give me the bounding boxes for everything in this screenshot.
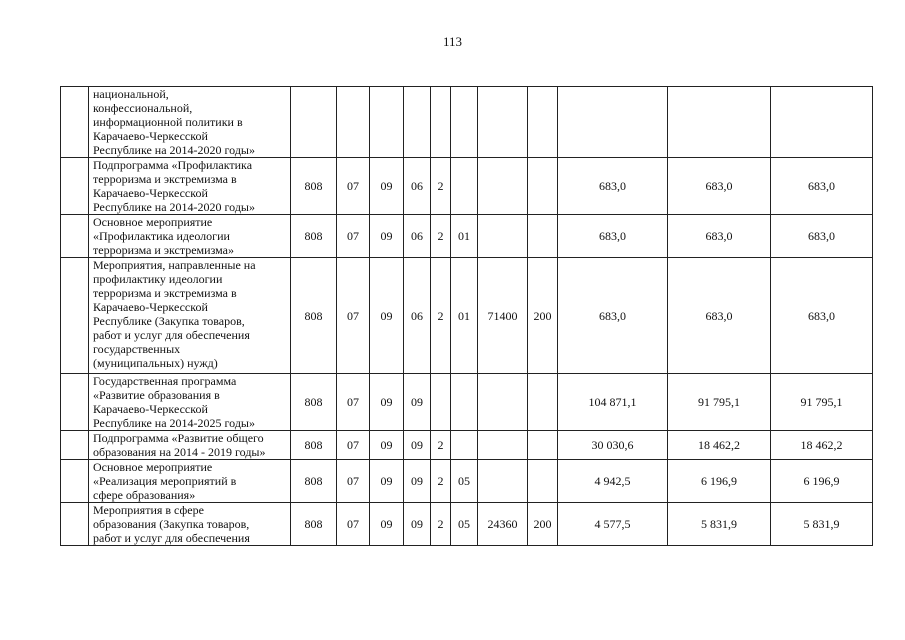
amount-year-1: 683,0 [558,158,668,215]
direction-code: 24360 [478,503,528,546]
program-code: 09 [404,503,431,546]
amount-year-3: 91 795,1 [771,374,873,431]
table-row [61,215,873,258]
amount-year-1: 4 577,5 [558,503,668,546]
table-row [61,374,873,431]
activity-code: 05 [451,460,478,503]
section-code: 07 [337,258,370,374]
program-code: 09 [404,431,431,460]
subsection-code: 09 [370,460,404,503]
expense-type-code [528,374,558,431]
program-code: 09 [404,460,431,503]
dept-code: 808 [291,431,337,460]
amount-year-3: 18 462,2 [771,431,873,460]
amount-year-1 [558,87,668,158]
subsection-code: 09 [370,431,404,460]
subsection-code: 09 [370,258,404,374]
page-number: 113 [442,34,463,49]
amount-year-2: 683,0 [668,258,771,374]
amount-year-1: 30 030,6 [558,431,668,460]
amount-year-3: 683,0 [771,258,873,374]
table-row [61,258,873,374]
dept-code: 808 [291,258,337,374]
subsection-code: 09 [370,158,404,215]
program-code [404,87,431,158]
item-name: Основное мероприятие «Профилактика идеологии терроризма и экстремизма» [89,215,291,258]
amount-year-1: 4 942,5 [558,460,668,503]
direction-code: 71400 [478,258,528,374]
program-code: 06 [404,158,431,215]
table-row [61,431,873,460]
activity-code [451,431,478,460]
section-code: 07 [337,460,370,503]
expense-type-code [528,215,558,258]
amount-year-1: 683,0 [558,258,668,374]
item-name: национальной, конфессиональной, информационной политики в Карачаево-Черкесской Республике на 2014-2020 годы» [89,87,291,158]
activity-code [451,374,478,431]
dept-code: 808 [291,158,337,215]
expense-type-code [528,460,558,503]
amount-year-2: 683,0 [668,158,771,215]
subprogram-code [431,87,451,158]
expense-type-code: 200 [528,503,558,546]
subprogram-code: 2 [431,258,451,374]
amount-year-3 [771,87,873,158]
number-cell [61,258,89,374]
dept-code: 808 [291,374,337,431]
table-row [61,87,873,158]
subprogram-code: 2 [431,158,451,215]
amount-year-2: 6 196,9 [668,460,771,503]
expense-type-code: 200 [528,258,558,374]
budget-table [60,86,873,546]
expense-type-code [528,158,558,215]
number-cell [61,503,89,546]
amount-year-3: 683,0 [771,215,873,258]
amount-year-2: 5 831,9 [668,503,771,546]
section-code: 07 [337,374,370,431]
section-code: 07 [337,215,370,258]
activity-code: 01 [451,215,478,258]
number-cell [61,431,89,460]
item-name: Мероприятия в сфере образования (Закупка товаров, работ и услуг для обеспечения [89,503,291,546]
program-code: 06 [404,258,431,374]
direction-code [478,431,528,460]
subsection-code: 09 [370,374,404,431]
amount-year-2: 683,0 [668,215,771,258]
section-code: 07 [337,158,370,215]
number-cell [61,87,89,158]
direction-code [478,215,528,258]
activity-code: 05 [451,503,478,546]
number-cell [61,374,89,431]
amount-year-3: 6 196,9 [771,460,873,503]
section-code: 07 [337,503,370,546]
table-row [61,158,873,215]
item-name: Подпрограмма «Профилактика терроризма и экстремизма в Карачаево-Черкесской Республике на 2014-2020 годы» [89,158,291,215]
activity-code [451,158,478,215]
table-row [61,503,873,546]
subprogram-code: 2 [431,431,451,460]
dept-code: 808 [291,215,337,258]
amount-year-2 [668,87,771,158]
subprogram-code: 2 [431,215,451,258]
amount-year-2: 18 462,2 [668,431,771,460]
number-cell [61,460,89,503]
subsection-code [370,87,404,158]
direction-code [478,87,528,158]
program-code: 09 [404,374,431,431]
subprogram-code: 2 [431,460,451,503]
item-name: Подпрограмма «Развитие общего образования на 2014 - 2019 годы» [89,431,291,460]
program-code: 06 [404,215,431,258]
amount-year-3: 683,0 [771,158,873,215]
expense-type-code [528,87,558,158]
dept-code: 808 [291,503,337,546]
amount-year-1: 104 871,1 [558,374,668,431]
section-code: 07 [337,431,370,460]
direction-code [478,374,528,431]
item-name: Основное мероприятие «Реализация мероприятий в сфере образования» [89,460,291,503]
section-code [337,87,370,158]
amount-year-3: 5 831,9 [771,503,873,546]
amount-year-1: 683,0 [558,215,668,258]
number-cell [61,215,89,258]
item-name: Мероприятия, направленные на профилактику идеологии терроризма и экстремизма в Карачаево-Черкесской Республике (Закупка товаров, работ и услуг для обеспечения государственных (муниципальных) нужд) [89,258,291,374]
subsection-code: 09 [370,503,404,546]
activity-code: 01 [451,258,478,374]
dept-code: 808 [291,460,337,503]
direction-code [478,158,528,215]
subprogram-code [431,374,451,431]
number-cell [61,158,89,215]
subsection-code: 09 [370,215,404,258]
amount-year-2: 91 795,1 [668,374,771,431]
table-row [61,460,873,503]
subprogram-code: 2 [431,503,451,546]
direction-code [478,460,528,503]
expense-type-code [528,431,558,460]
dept-code [291,87,337,158]
activity-code [451,87,478,158]
item-name: Государственная программа «Развитие образования в Карачаево-Черкесской Республике на 2014-2025 годы» [89,374,291,431]
